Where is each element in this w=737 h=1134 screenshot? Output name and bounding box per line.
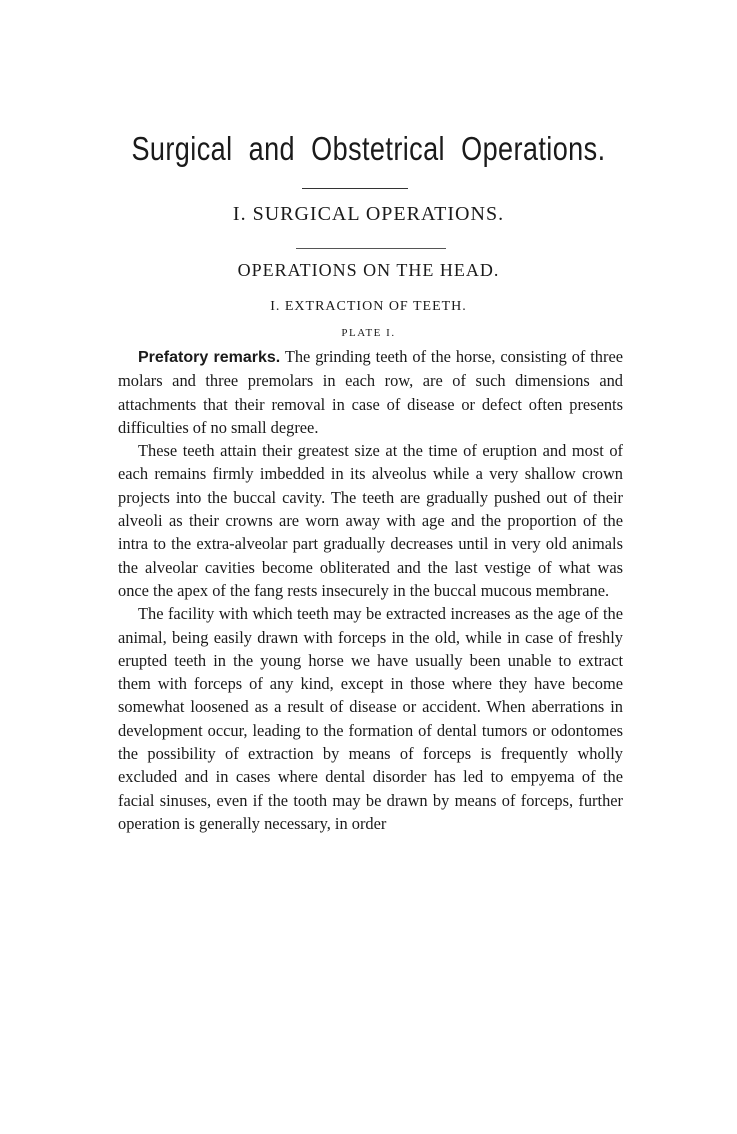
paragraph — [118, 602, 623, 835]
paragraph-text: The facility with which teeth may be extracted increases as the age of the animal, being easily drawn with forceps in the old, while in case of freshly erupted teeth in the young horse we have usually been unable to extract them with forceps of any kind, except in those where they have become somewhat loosened as a result of disease or accident. When aberrations in development occur, leading to the formation of dental tumors or odontomes the possibility of extraction by means of forceps is frequently wholly excluded and in cases where dental disorder has led to empyema of the facial sinuses, even if the tooth may be drawn by means of forceps, further operation is generally necessary, in order — [118, 604, 623, 833]
plate-label: PLATE I. — [341, 327, 396, 339]
section-heading: I. SURGICAL OPERATIONS. — [232, 203, 505, 225]
paragraph-text: These teeth attain their greatest size at the time of eruption and most of each remains firmly imbedded in its alveolus while a very shallow crown projects into the buccal cavity. The teeth are gradually pushed out of their alveoli as their crowns are worn away with age and the proportion of the intra to the extra-alveolar part gradually decreases until in very old animals the alveolar cavities become obliterated and the last vestige of what was once the apex of the fang rests insecurely in the buccal mucous membrane. — [118, 441, 623, 600]
paragraph — [118, 439, 623, 602]
section-divider — [296, 248, 446, 249]
paragraph-lead: Prefatory remarks. — [138, 349, 281, 366]
title-divider — [302, 188, 408, 189]
body-text — [118, 345, 623, 835]
subsection-heading: OPERATIONS ON THE HEAD. — [237, 260, 500, 280]
page-title: Surgical and Obstetrical Operations. — [131, 130, 606, 167]
topic-heading: I. EXTRACTION OF TEETH. — [270, 299, 467, 314]
paragraph-text: The grinding teeth of the horse, consisting of three molars and three premolars in each row, are of such dimensions and attachments that their removal in case of disease or defect often presents difficulties of no small degree. — [118, 347, 624, 437]
paragraph — [118, 345, 623, 439]
